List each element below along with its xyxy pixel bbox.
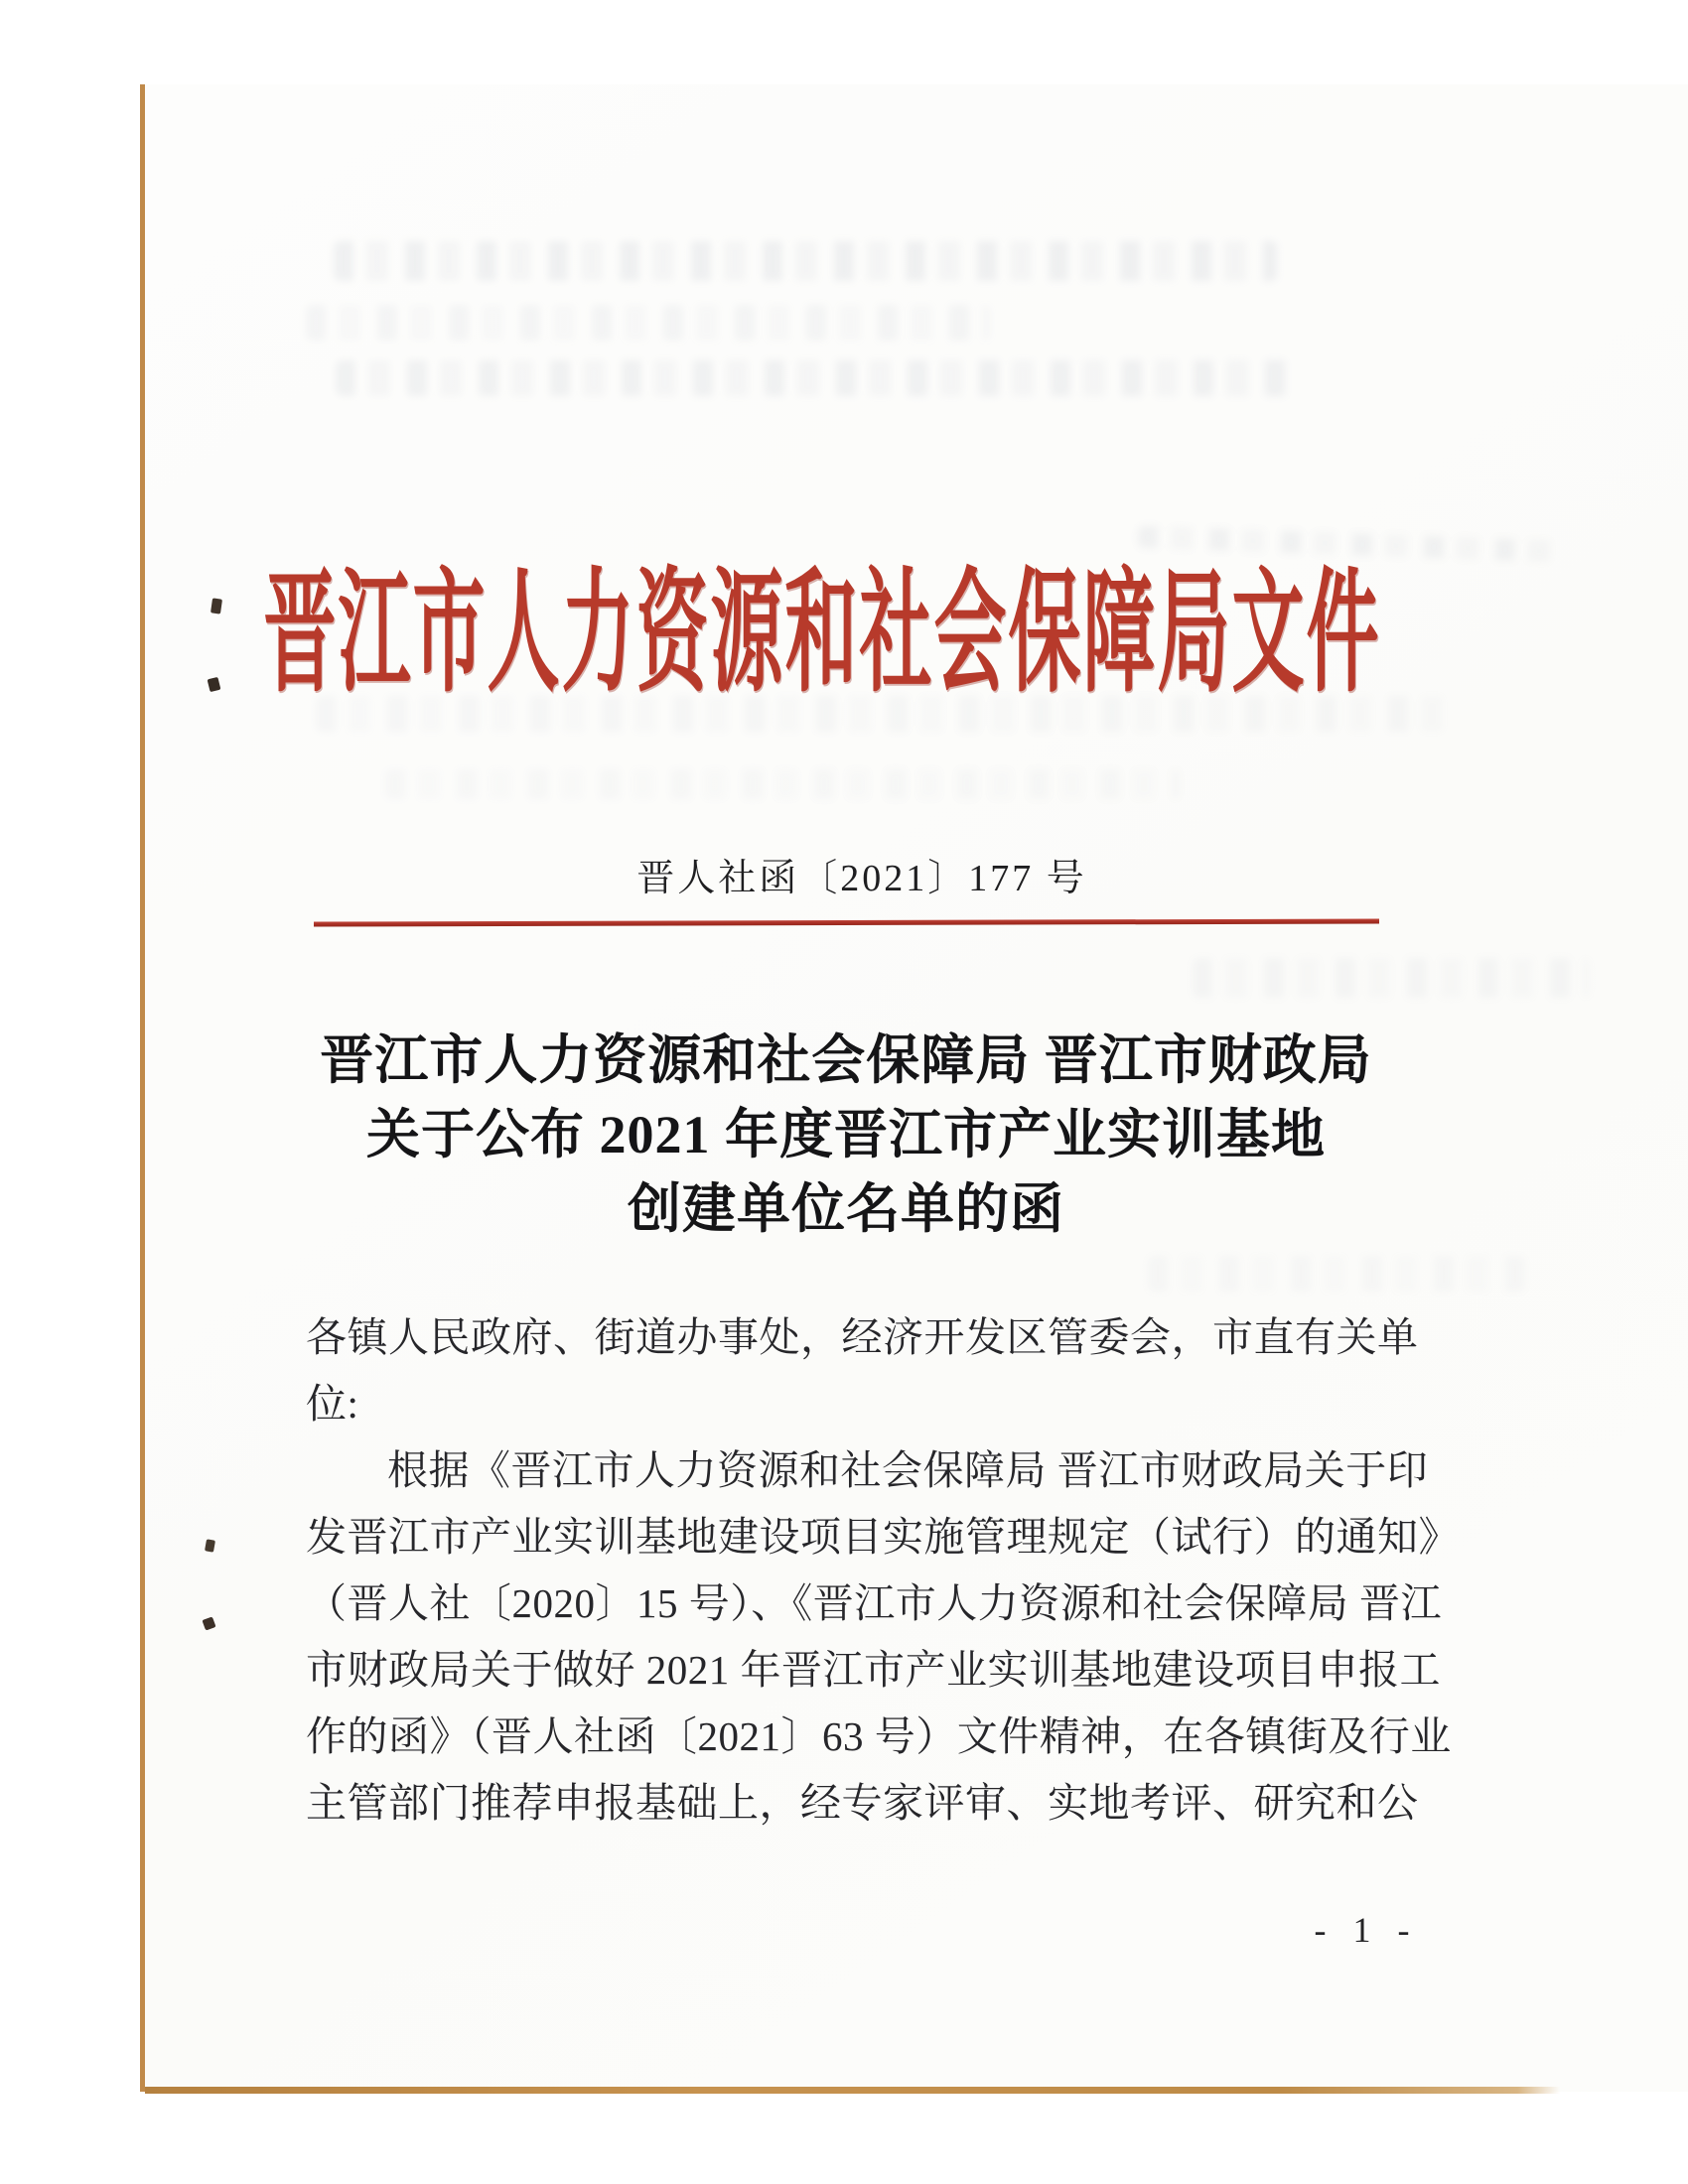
bleed-through-artifact [385, 769, 1180, 799]
paragraph-line: 根据《晋江市人力资源和社会保障局 晋江市财政局关于印 [387, 1447, 1429, 1493]
bleed-through-artifact [336, 360, 1294, 396]
bleed-through-artifact [1148, 1256, 1525, 1292]
letterhead-agency-title: 晋江市人力资源和社会保障局文件 [263, 559, 1381, 709]
binding-speck [211, 598, 222, 614]
document-title-line: 创建单位名单的函 [628, 1179, 1064, 1239]
paragraph-line: 主管部门推荐申报基础上，经专家评审、实地考评、研究和公 [306, 1780, 1419, 1826]
binding-speck [205, 1539, 215, 1552]
document-reference-number: 晋人社函〔2021〕177 号 [636, 858, 1087, 899]
paragraph-line: 市财政局关于做好 2021 年晋江市产业实训基地建设项目申报工 [306, 1647, 1441, 1693]
bleed-through-artifact [334, 241, 1277, 281]
paragraph-line: 发晋江市产业实训基地建设项目实施管理规定（试行）的通知》 [306, 1514, 1460, 1560]
page-number: - 1 - [1314, 1910, 1419, 1950]
bleed-through-artifact [306, 305, 991, 341]
bleed-through-artifact [1193, 958, 1590, 998]
binding-speck [208, 677, 221, 692]
paper-bottom-edge [145, 2087, 1560, 2094]
paper-sheet [140, 84, 1688, 2092]
document-title-line: 晋江市人力资源和社会保障局 晋江市财政局 [320, 1030, 1372, 1090]
paragraph-line: （晋人社〔2020〕15 号）、《晋江市人力资源和社会保障局 晋江 [306, 1580, 1442, 1626]
letterhead-divider-line [314, 919, 1379, 927]
binding-speck [202, 1616, 215, 1630]
document-title-line: 关于公布 2021 年度晋江市产业实训基地 [366, 1105, 1326, 1164]
addressee-line: 位: [306, 1381, 359, 1427]
addressee-line: 各镇人民政府、街道办事处，经济开发区管委会，市直有关单 [306, 1314, 1419, 1360]
document-body [306, 1304, 1460, 1837]
document-title [306, 1024, 1386, 1247]
paragraph-line: 作的函》（晋人社函〔2021〕63 号）文件精神，在各镇街及行业 [306, 1713, 1452, 1759]
